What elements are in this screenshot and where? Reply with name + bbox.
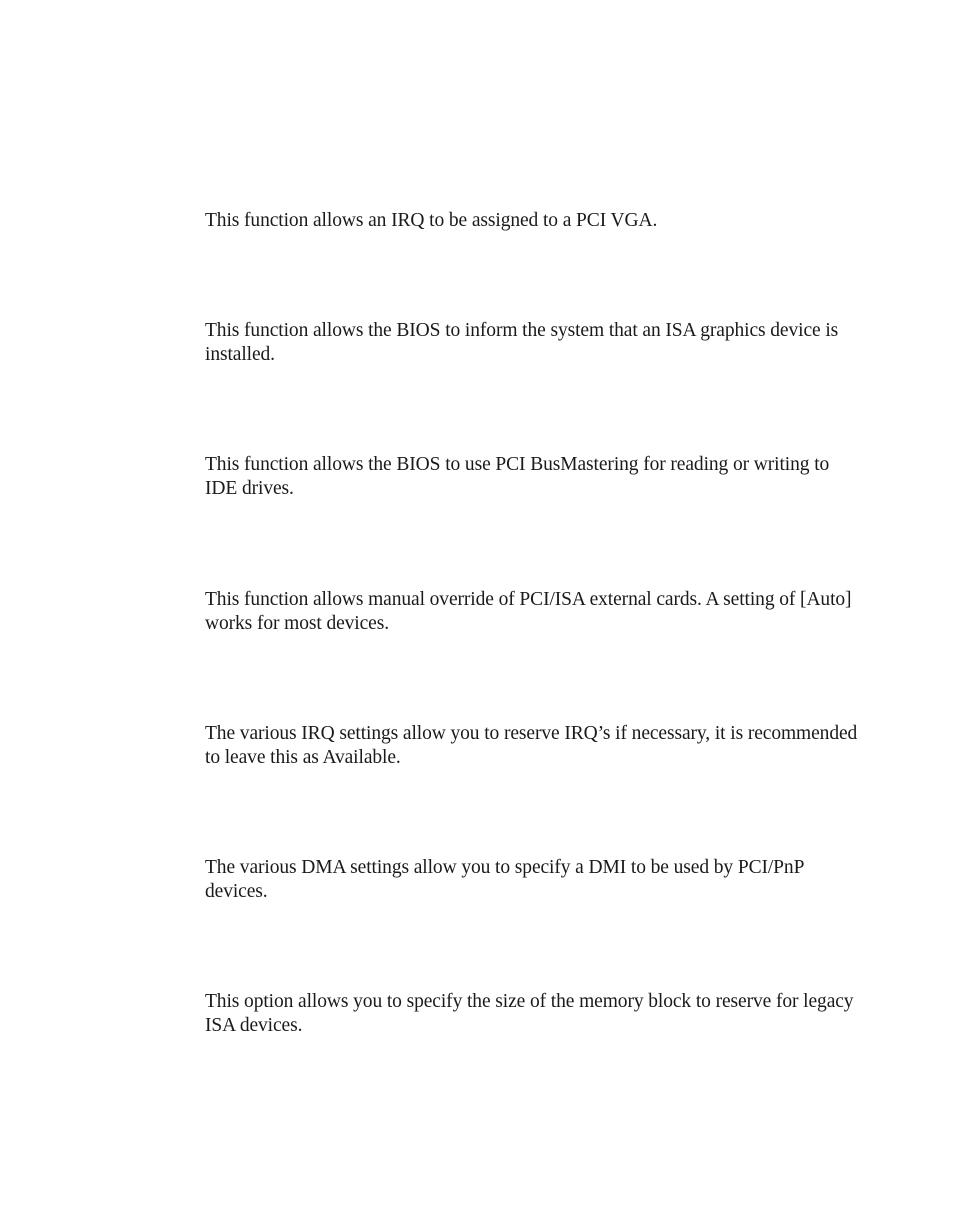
isa-graphics-description: This function allows the BIOS to inform the system that an ISA graphics device is installed.	[205, 320, 839, 365]
pci-vga-irq-description: This function allows an IRQ to be assigned to a PCI VGA.	[205, 210, 658, 231]
irq-settings-description: The various IRQ settings allow you to reserve IRQ’s if necessary, it is recommended to leave this as Available.	[205, 723, 858, 768]
manual-override-description: This function allows manual override of PCI/ISA external cards. A setting of [Auto] works for most devices.	[205, 589, 852, 634]
dma-settings-description: The various DMA settings allow you to specify a DMI to be used by PCI/PnP devices.	[205, 857, 804, 902]
memory-block-description: This option allows you to specify the size of the memory block to reserve for legacy ISA devices.	[205, 991, 854, 1036]
ide-busmastering-description: This function allows the BIOS to use PCI BusMastering for reading or writing to IDE drives.	[205, 454, 830, 499]
